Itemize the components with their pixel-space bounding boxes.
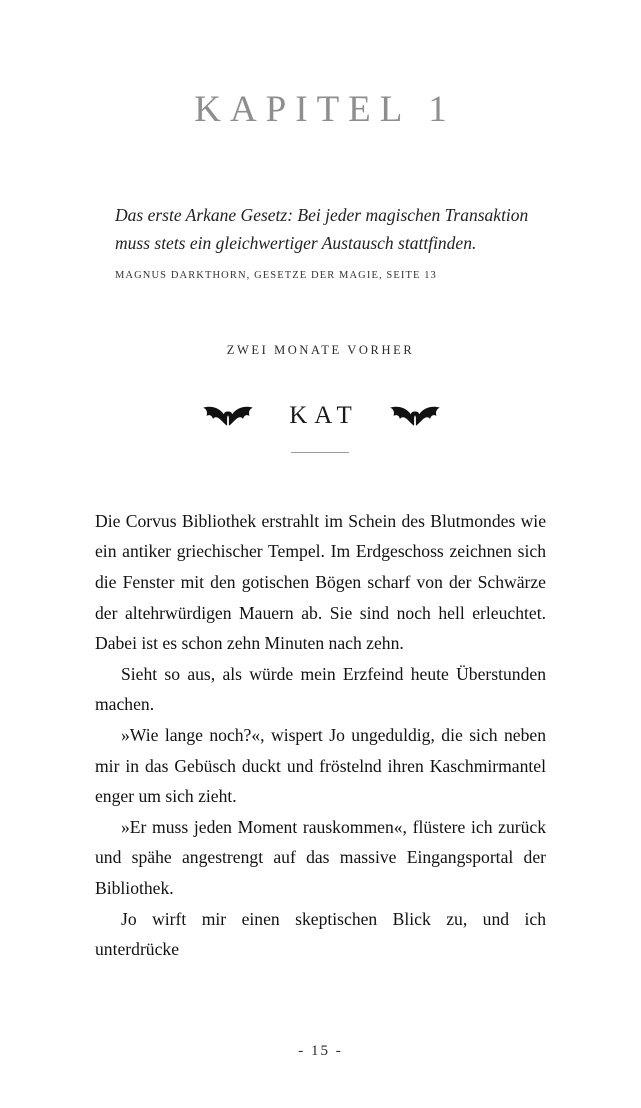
pov-name: KAT: [289, 402, 359, 430]
pov-heading: [95, 398, 546, 444]
pov-name-wrap: [276, 402, 365, 439]
time-marker: ZWEI MONATE VORHER: [226, 342, 415, 357]
page-number: - 15 -: [298, 1043, 343, 1059]
epigraph-text: Das erste Arkane Gesetz: Bei jeder magischen Transaktion muss stets ein gleichwertiger Austausch stattfinden.: [115, 205, 529, 254]
paragraph: »Wie lange noch?«, wispert Jo ungeduldig, die sich neben mir in das Gebüsch duckt und fröstelnd ihren Kaschmirmantel enger um sich zieht.: [95, 724, 546, 807]
paragraph: Jo wirft mir einen skeptischen Blick zu, und ich unterdrücke: [95, 908, 546, 960]
bat-icon: [198, 403, 256, 438]
paragraph: Sieht so aus, als würde mein Erzfeind heute Überstunden machen.: [95, 663, 546, 715]
pov-divider: [291, 452, 349, 453]
chapter-title: KAPITEL 1: [194, 89, 456, 130]
bat-icon: [385, 403, 443, 438]
paragraph: »Er muss jeden Moment rauskommen«, flüstere ich zurück und spähe angestrengt auf das massive Eingangsportal der Bibliothek.: [95, 816, 546, 898]
book-page: [0, 88, 641, 1108]
epigraph-source: MAGNUS DARKTHORN, GESETZE DER MAGIE, SEITE 13: [115, 269, 437, 281]
body-text: [95, 506, 546, 965]
paragraph: Die Corvus Bibliothek erstrahlt im Schein des Blutmondes wie ein antiker griechischer Tempel. Im Erdgeschoss zeichnen sich die Fenster mit den gotischen Bögen scharf von der Schwärze der altehrwürdigen Mauern ab. Sie sind noch hell erleuchtet. Dabei ist es schon zehn Minuten nach zehn.: [95, 510, 546, 654]
